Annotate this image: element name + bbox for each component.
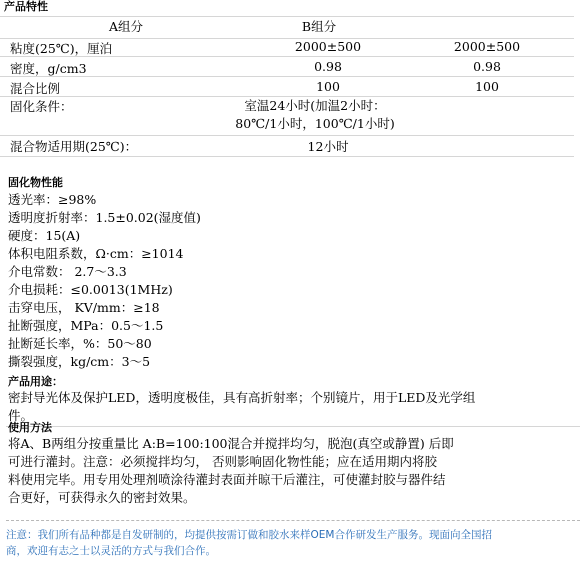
spec-label: 混合比例 [10, 81, 61, 96]
header-b: B组分 [301, 19, 337, 34]
usage-line: 密封导光体及保护LED，透明度极佳，具有高折射率；个别镜片，用于LED及光学组 [8, 390, 476, 405]
method-line: 可进行灌封。注意：必须搅拌均匀， 否则影响固化物性能；应在适用期内将胶 [8, 454, 437, 469]
method-text [8, 435, 582, 507]
product-properties-section [0, 0, 48, 13]
spec-label: 粘度(25℃)，厘泊 [10, 41, 113, 56]
table-divider [0, 76, 574, 77]
cured-property: 硬度：15(A) [8, 228, 81, 243]
section-title-cured-properties: 固化物性能 [8, 176, 63, 189]
method-line: 料使用完毕。用专用处理剂喷涂待灌封表面并晾干后灌注，可使灌封胶与器件结 [8, 472, 446, 487]
spec-value-b: 100 [475, 79, 499, 94]
method-line: 将A、B两组分按重量比 A:B=100:100混合并搅拌均匀，脱泡(真空或静置) 后即 [8, 436, 454, 451]
spec-value-a: 100 [316, 79, 340, 94]
spec-label: 固化条件： [10, 99, 73, 114]
cured-property: 介电损耗：≤0.0013(1MHz) [8, 282, 173, 297]
table-divider [0, 156, 574, 157]
method-line: 合更好，可获得永久的密封效果。 [8, 490, 196, 505]
spec-value-a: 12小时 [307, 139, 349, 154]
cured-property: 扯断延长率，%：50～80 [8, 336, 152, 351]
spec-label: 混合物适用期(25℃)： [10, 139, 138, 154]
cured-property: 击穿电压， KV/mm：≥18 [8, 300, 160, 315]
cured-property: 体积电阻系数，Ω·cm：≥1014 [8, 246, 184, 261]
section-title-usage: 产品用途： [8, 375, 63, 388]
cured-property: 撕裂强度，kg/cm：3～5 [8, 354, 151, 369]
spec-value-b: 0.98 [473, 59, 501, 74]
spec-row-cure-conditions [10, 97, 578, 133]
note-line: 注意：我们所有品种都是自发研制的，均提供按需订做和胶水来样OEM合作研发生产服务。现面向全国招 [6, 529, 492, 541]
cured-properties-list [8, 191, 582, 371]
cured-property: 扯断强度，MPa：0.5～1.5 [8, 318, 164, 333]
divider [6, 426, 580, 427]
usage-text [8, 389, 582, 425]
table-divider [0, 135, 574, 136]
dashed-divider [6, 520, 580, 521]
spec-value-a: 2000±500 [294, 39, 362, 54]
cured-property: 透光率：≥98% [8, 192, 97, 207]
spec-value-b: 2000±500 [453, 39, 521, 54]
header-a: A组分 [108, 19, 144, 34]
cured-property: 透明度折射率：1.5±0.02(湿度值) [8, 210, 201, 225]
spec-value-a: 室温24小时(加温2小时： 80℃/1小时，100℃/1小时) [235, 98, 395, 131]
cooperation-note [6, 527, 578, 559]
section-title-method: 使用方法 [8, 421, 52, 434]
cured-properties-section [0, 176, 582, 189]
table-divider [0, 56, 574, 57]
note-line: 商，欢迎有志之士以灵活的方式与我们合作。 [6, 545, 216, 557]
spec-label: 密度，g/cm3 [10, 61, 87, 76]
usage-line: 件。 [8, 408, 34, 423]
spec-value-a: 0.98 [314, 59, 342, 74]
cured-property: 介电常数： 2.7～3.3 [8, 264, 127, 279]
section-title-product-properties: 产品特性 [4, 0, 48, 13]
